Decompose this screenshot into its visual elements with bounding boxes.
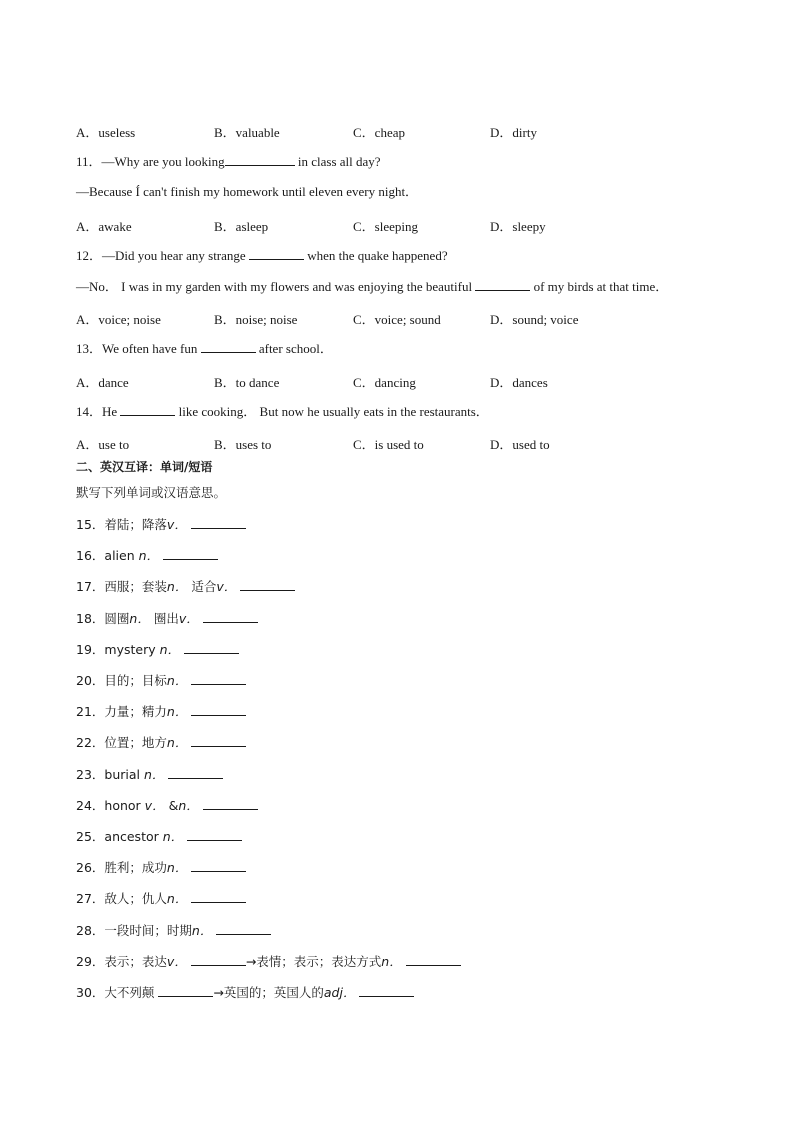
part-of-speech: v． bbox=[216, 579, 237, 594]
option-a: A．dance bbox=[76, 375, 129, 390]
vocab-item bbox=[76, 641, 239, 658]
answer-blank[interactable] bbox=[475, 278, 530, 291]
vocab-item bbox=[76, 953, 461, 970]
item-text: 一段时间；时期 bbox=[104, 923, 192, 938]
answer-blank[interactable] bbox=[191, 859, 246, 872]
vocab-item bbox=[76, 859, 246, 876]
vocab-item bbox=[76, 797, 258, 814]
q11-suffix: in class all day? bbox=[294, 154, 381, 169]
q11-question bbox=[76, 153, 381, 170]
q12-line2-prefix: —No． I was in my garden with my flowers and was enjoying the beautiful bbox=[76, 279, 476, 294]
vocab-item bbox=[76, 766, 223, 783]
item-text: 目的；目标 bbox=[104, 673, 167, 688]
answer-blank[interactable] bbox=[191, 672, 246, 685]
item-text: burial bbox=[104, 767, 144, 782]
derived-form-text: →表情；表示；表达方式 bbox=[245, 954, 382, 969]
part-of-speech: n． bbox=[191, 923, 213, 938]
option-b: B．valuable bbox=[214, 125, 280, 140]
answer-blank[interactable] bbox=[406, 953, 461, 966]
option-c: C．sleeping bbox=[353, 219, 418, 234]
q11-prefix: 11．—Why are you looking bbox=[76, 154, 225, 169]
q12-line2 bbox=[76, 278, 668, 295]
item-number: 23． bbox=[76, 767, 105, 782]
option-a: A．useless bbox=[76, 125, 136, 140]
option-a: A．voice; noise bbox=[76, 312, 161, 327]
q12-question bbox=[76, 247, 448, 264]
option-b: B．to dance bbox=[214, 375, 280, 390]
item-text: 西服；套装 bbox=[104, 579, 167, 594]
item-number: 29． bbox=[76, 954, 105, 969]
answer-blank[interactable] bbox=[120, 403, 175, 416]
q13-options bbox=[76, 372, 636, 388]
section-title: 二、英汉互译：单词/短语 bbox=[76, 460, 213, 474]
vocab-item bbox=[76, 922, 271, 939]
answer-blank[interactable] bbox=[359, 984, 414, 997]
item-number: 15． bbox=[76, 517, 105, 532]
answer-blank[interactable] bbox=[191, 890, 246, 903]
item-text: mystery bbox=[104, 642, 160, 657]
option-d: D．used to bbox=[490, 437, 550, 452]
item-extra-text: 圈出 bbox=[153, 611, 179, 626]
answer-blank[interactable] bbox=[203, 797, 258, 810]
answer-blank[interactable] bbox=[191, 953, 246, 966]
answer-blank[interactable] bbox=[201, 340, 256, 353]
item-text: ancestor bbox=[104, 829, 163, 844]
answer-blank[interactable] bbox=[191, 703, 246, 716]
answer-blank[interactable] bbox=[216, 922, 271, 935]
option-b: B．noise; noise bbox=[214, 312, 298, 327]
part-of-speech: n． bbox=[166, 891, 188, 906]
part-of-speech: adj． bbox=[323, 985, 356, 1000]
part-of-speech: n． bbox=[381, 954, 402, 969]
vocab-item bbox=[76, 703, 246, 720]
vocab-item bbox=[76, 828, 242, 845]
item-number: 24． bbox=[76, 798, 105, 813]
part-of-speech: n． bbox=[178, 798, 199, 813]
answer-blank[interactable] bbox=[163, 547, 218, 560]
answer-blank[interactable] bbox=[184, 641, 239, 654]
answer-blank[interactable] bbox=[187, 828, 242, 841]
item-number: 20． bbox=[76, 673, 105, 688]
item-number: 26． bbox=[76, 860, 105, 875]
answer-blank[interactable] bbox=[158, 984, 213, 997]
part-of-speech: n． bbox=[129, 611, 150, 626]
part-of-speech: v． bbox=[178, 611, 199, 626]
option-d: D．dances bbox=[490, 375, 548, 390]
item-text: 力量；精力 bbox=[104, 704, 167, 719]
q11-options bbox=[76, 216, 636, 232]
q12-line2-suffix: of my birds at that time． bbox=[530, 279, 669, 294]
option-a: A．awake bbox=[76, 219, 132, 234]
item-text: 圆圈 bbox=[104, 611, 130, 626]
item-text: 敌人；仇人 bbox=[104, 891, 167, 906]
part-of-speech: v． bbox=[166, 517, 187, 532]
q13-suffix: after school． bbox=[255, 341, 333, 356]
part-of-speech: v． bbox=[144, 798, 165, 813]
item-number: 19． bbox=[76, 642, 105, 657]
item-text: honor bbox=[104, 798, 145, 813]
q12-prefix: 12．—Did you hear any strange bbox=[76, 248, 249, 263]
q10-options bbox=[76, 122, 636, 138]
item-number: 22． bbox=[76, 735, 105, 750]
option-c: C．dancing bbox=[353, 375, 416, 390]
part-of-speech: n． bbox=[166, 735, 188, 750]
answer-blank[interactable] bbox=[249, 247, 304, 260]
option-c: C．voice; sound bbox=[353, 312, 441, 327]
q13-prefix: 13．We often have fun bbox=[76, 341, 201, 356]
vocab-item bbox=[76, 672, 246, 689]
vocab-item bbox=[76, 547, 218, 564]
answer-blank[interactable] bbox=[168, 766, 223, 779]
derived-form-text: →英国的；英国人的 bbox=[213, 985, 324, 1000]
item-number: 18． bbox=[76, 611, 105, 626]
option-b: B．uses to bbox=[214, 437, 272, 452]
item-extra-text: & bbox=[168, 798, 179, 813]
answer-blank[interactable] bbox=[191, 734, 246, 747]
part-of-speech: n． bbox=[166, 673, 188, 688]
item-number: 16． bbox=[76, 548, 105, 563]
option-b: B．asleep bbox=[214, 219, 269, 234]
part-of-speech: n． bbox=[166, 860, 188, 875]
answer-blank[interactable] bbox=[225, 153, 295, 166]
answer-blank[interactable] bbox=[191, 516, 246, 529]
item-number: 17． bbox=[76, 579, 105, 594]
q12-suffix: when the quake happened? bbox=[303, 248, 448, 263]
option-d: D．dirty bbox=[490, 125, 537, 140]
option-d: D．sound; voice bbox=[490, 312, 579, 327]
part-of-speech: n． bbox=[143, 767, 165, 782]
item-number: 21． bbox=[76, 704, 105, 719]
vocab-item bbox=[76, 516, 246, 533]
item-text: alien bbox=[104, 548, 139, 563]
item-text: 位置；地方 bbox=[104, 735, 167, 750]
q14-prefix: 14．He bbox=[76, 404, 121, 419]
option-c: C．cheap bbox=[353, 125, 405, 140]
item-extra-text: 适合 bbox=[191, 579, 217, 594]
answer-blank[interactable] bbox=[240, 578, 295, 591]
part-of-speech: n． bbox=[166, 704, 188, 719]
option-d: D．sleepy bbox=[490, 219, 546, 234]
vocab-item bbox=[76, 610, 258, 627]
vocab-item bbox=[76, 578, 295, 595]
part-of-speech: v． bbox=[166, 954, 187, 969]
vocab-item bbox=[76, 734, 246, 751]
item-text: 着陆；降落 bbox=[104, 517, 167, 532]
item-number: 25． bbox=[76, 829, 105, 844]
item-number: 27． bbox=[76, 891, 105, 906]
part-of-speech: n． bbox=[166, 579, 188, 594]
part-of-speech: n． bbox=[159, 642, 181, 657]
q14-suffix: like cooking． But now he usually eats in the restaurants． bbox=[175, 404, 489, 419]
q11-line2: —Because Í can't finish my homework until eleven every night． bbox=[76, 184, 419, 199]
item-number: 30． bbox=[76, 985, 105, 1000]
item-text: 表示；表达 bbox=[104, 954, 167, 969]
option-c: C．is used to bbox=[353, 437, 424, 452]
answer-blank[interactable] bbox=[203, 610, 258, 623]
option-a: A．use to bbox=[76, 437, 130, 452]
q13-question bbox=[76, 340, 333, 357]
vocab-item bbox=[76, 984, 414, 1001]
q12-options bbox=[76, 309, 636, 325]
item-text: 胜利；成功 bbox=[104, 860, 167, 875]
part-of-speech: n． bbox=[162, 829, 184, 844]
q14-options bbox=[76, 434, 636, 450]
item-number: 28． bbox=[76, 923, 105, 938]
item-text: 大不列颠 bbox=[104, 985, 159, 1000]
vocab-item bbox=[76, 890, 246, 907]
part-of-speech: n． bbox=[138, 548, 160, 563]
section-instruction: 默写下列单词或汉语意思。 bbox=[76, 485, 227, 500]
q14-question bbox=[76, 403, 489, 420]
